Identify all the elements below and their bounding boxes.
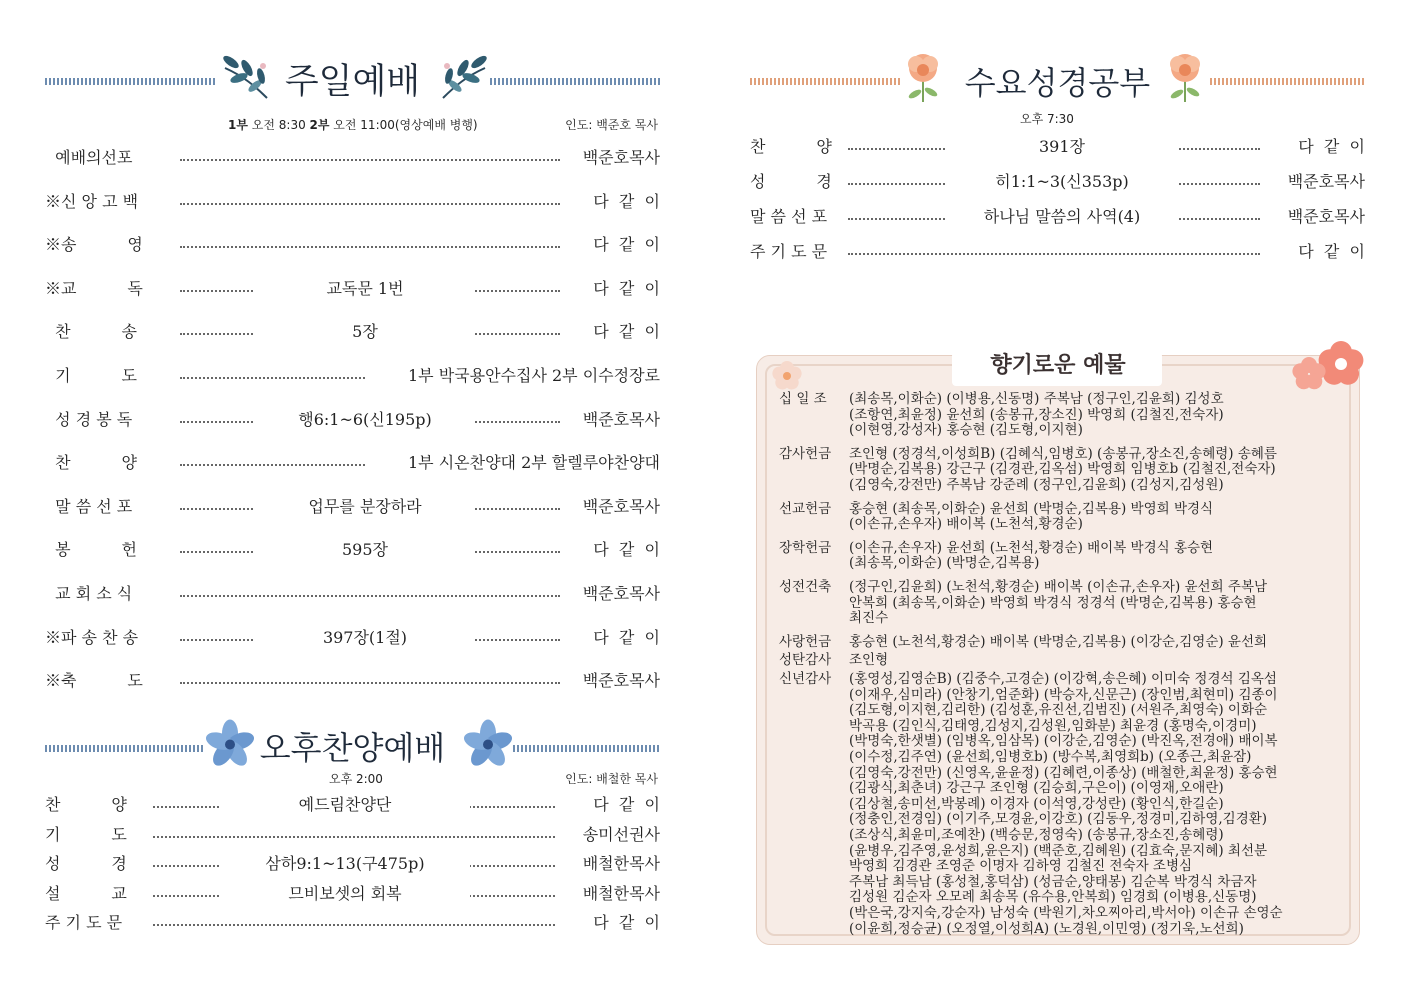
order-label: 기 도 <box>45 824 127 844</box>
offering-names: 홍승현 (노천석,황경순) 배이복 (박명순,김복용) (이강순,김영순) 윤선희 <box>849 633 1268 650</box>
sunday-title: 주일예배 <box>284 62 421 102</box>
order-detail: 행6:1~6(신195p) <box>255 408 475 432</box>
order-person: 다 같 이 <box>593 795 660 814</box>
order-row <box>45 190 660 214</box>
order-label: 예배의선포 <box>45 148 133 167</box>
order-label: 성 경 <box>750 172 832 191</box>
order-person: 송미선권사 <box>582 824 660 844</box>
dotted-leader <box>848 231 1260 255</box>
order-label: ※송 영 <box>45 235 143 255</box>
order-label: 말 씀 선 포 <box>45 496 133 516</box>
order-row <box>45 277 660 301</box>
order-person: 다 같 이 <box>593 322 660 342</box>
dotted-leader <box>180 355 365 379</box>
order-row <box>45 582 660 606</box>
order-person: 다 같 이 <box>593 278 660 298</box>
order-label: ※신 앙 고 백 <box>45 191 139 211</box>
afternoon-header <box>45 717 660 777</box>
order-person: 다 같 이 <box>593 540 660 560</box>
order-row <box>45 146 660 170</box>
wednesday-time: 오후 7:30 <box>1020 112 1074 126</box>
offering-names: 조인형 (정경석,이성희B) (김혜식,임병호) (송봉규,장소진,송혜령) 송혜름 (박명순,김복용) 강근구 (김경관,김옥섬) 박영희 임병호b (김철진,전숙자) (김영숙,강전만) 주복남 강준례 (정구인,김윤희) (김성지,김성원) <box>849 445 1277 493</box>
order-label: 교 회 소 식 <box>45 584 133 603</box>
order-person: 다 같 이 <box>593 627 660 647</box>
order-detail: 므비보셋의 회복 <box>220 882 470 906</box>
order-label: 성 경 <box>45 854 127 873</box>
order-label: ※파 송 찬 송 <box>45 627 139 647</box>
dotted-leader <box>180 442 365 466</box>
order-row <box>45 495 660 519</box>
afternoon-title: 오후찬양예배 <box>259 729 446 767</box>
order-person: 다 같 이 <box>1298 137 1365 156</box>
offering-category: 성탄감사 <box>779 652 832 669</box>
dotted-leader <box>180 660 560 684</box>
order-row <box>45 408 660 432</box>
order-row <box>45 911 660 935</box>
order-person: 백준호목사 <box>582 496 660 516</box>
order-detail: 397장(1절) <box>255 626 475 650</box>
dotted-leader <box>180 573 560 597</box>
order-person: 배철한목사 <box>582 883 660 903</box>
order-row <box>750 240 1365 264</box>
order-row <box>45 320 660 344</box>
order-person: 배철한목사 <box>582 854 660 873</box>
order-label: 찬 양 <box>750 137 832 156</box>
offering-title: 향기로운 예물 <box>990 353 1126 378</box>
order-row <box>45 451 660 475</box>
sunday-leader: 인도: 백준호 목사 <box>565 118 658 132</box>
order-label: 성 경 봉 독 <box>45 409 133 429</box>
order-detail: 히1:1~3(신353p) <box>947 170 1177 194</box>
sunday-header <box>45 50 660 110</box>
order-row <box>45 364 660 388</box>
order-label: 찬 양 <box>45 453 137 473</box>
order-detail: 5장 <box>255 320 475 344</box>
order-person: 1부 시온찬양대 2부 할렐루야찬양대 <box>407 453 660 473</box>
offering-category: 선교헌금 <box>779 500 832 517</box>
order-label: 기 도 <box>45 366 137 385</box>
order-label: 주 기 도 문 <box>750 242 828 261</box>
offering-names: 조인형 <box>849 652 889 669</box>
order-row <box>45 538 660 562</box>
afternoon-leader: 인도: 배철한 목사 <box>565 772 658 786</box>
order-label: 봉 헌 <box>45 540 137 560</box>
order-label: 찬 양 <box>45 795 127 814</box>
offering-category: 십 일 조 <box>779 391 827 407</box>
order-row <box>45 669 660 693</box>
order-person: 백준호목사 <box>582 148 660 167</box>
order-person: 백준호목사 <box>582 671 660 691</box>
order-row <box>750 135 1365 159</box>
pink-flower-icon <box>1287 338 1367 398</box>
offering-category: 감사헌금 <box>779 445 832 462</box>
order-label: ※교 독 <box>45 278 143 298</box>
offering-names: (최송목,이화순) (이병용,신동명) 주복남 (정구인,김윤희) 김성호 (조항연,최윤정) 윤선희 (송봉규,장소진) 박영희 (김철진,전숙자) (이현영,강성자) 홍승현 (김도형,이지현) <box>849 391 1224 439</box>
order-label: 말 씀 선 포 <box>750 207 828 226</box>
order-person: 백준호목사 <box>582 409 660 429</box>
offering-names: (홍영성,김영순B) (김중수,고경순) (이강혁,송은혜) 이미숙 정경석 김옥섬 (이재우,심미라) (안창기,엄준화) (박승자,신문근) (장인범,최현미) 김종이 (김도형,이지현,김리한) (김성훈,유진선,김범진) (서원주,최영숙) 이화순 박곡용 (김인식,김태영,김성지,김성원,임화분) 최윤경 (홍명숙,이경미) (박명숙,한샛별) (임병옥,임삼목) (이강순,김영순) (박진옥,전경애) 배이복 (이수정,김주연) (윤선희,임병호b) (방수복,최영희b) (오종근,최윤잠) (김영숙,강전만) (신영옥,윤윤정) (김혜련,이종상) (배철한,최윤정) 홍승현 (김광식,최춘녀) 강근구 조인형 (김승희,구은이) (이영재,오애란) (김상철,송미선,박봉례) 이경자 (이석영,강성란) (황인식,한길순) (정충인,전경임) (이기주,모경윤,이강호) (김동우,정경미,김하영,김경환) (조상식,최윤미,조예찬) (백승문,정영숙) (송봉규,장소진,송혜령) (윤병우,김주영,윤성희,윤은지) (백준호,김혜원) (김효숙,문지혜) 최선분 박영희 김경관 조영준 이명자 김하영 김철진 전숙자 조병심 주복남 최득남 (홍성철,홍덕삼) (성금순,양태봉) 김순복 박경식 차금자 김성원 김순자 오모례 최송목 (유수용,안복희) 임경희 (이병용,신동명) (박은국,강지숙,강순자) 남성숙 (박원기,차오찌아리,박서아) 이손규 손영순 (이윤희,정승균) (오정열,이성희A) (노경원,이민영) (정기욱,노선희) <box>849 671 1283 937</box>
offering-category: 장학헌금 <box>779 539 832 556</box>
order-person: 백준호목사 <box>1287 207 1365 226</box>
order-label: ※축 도 <box>45 671 143 691</box>
order-row <box>750 170 1365 194</box>
order-person: 1부 박국용안수집사 2부 이수정장로 <box>407 366 660 385</box>
order-detail: 업무를 분장하라 <box>255 495 475 519</box>
order-person: 백준호목사 <box>582 584 660 603</box>
order-detail: 교독문 1번 <box>255 277 475 301</box>
offering-category: 성전건축 <box>779 579 832 595</box>
dotted-leader <box>180 224 560 248</box>
offering-names: 홍승현 (최송목,이화순) 윤선희 (박명순,김복용) 박영희 박경식 (이손규,손우자) 배이복 (노천석,황경순) <box>849 500 1214 533</box>
offering-category: 신년감사 <box>779 671 832 687</box>
sunday-times: 1부 오전 8:30 2부 오전 11:00(영상예배 병행) <box>228 118 478 132</box>
order-row <box>45 626 660 650</box>
order-detail: 예드림찬양단 <box>220 793 470 817</box>
dotted-leader <box>180 137 560 161</box>
order-row <box>750 205 1365 229</box>
dotted-leader <box>153 902 555 926</box>
order-person: 백준호목사 <box>1287 172 1365 191</box>
order-detail: 595장 <box>255 538 475 562</box>
order-person: 다 같 이 <box>593 913 660 932</box>
order-label: 주 기 도 문 <box>45 913 123 932</box>
order-person: 다 같 이 <box>593 191 660 211</box>
order-person: 다 같 이 <box>593 235 660 255</box>
dotted-leader <box>180 181 560 205</box>
order-label: 찬 송 <box>45 322 137 342</box>
order-detail: 391장 <box>947 135 1177 159</box>
offering-box <box>756 355 1360 945</box>
offering-names: (이손규,손우자) 윤선희 (노천석,황경순) 배이복 박경식 홍승현 (최송목,이화순) (박명순,김복용) <box>849 539 1214 572</box>
order-row <box>45 233 660 257</box>
afternoon-time: 오후 2:00 <box>329 772 383 786</box>
pink-flower-icon <box>769 358 805 394</box>
wednesday-header <box>750 50 1365 110</box>
offering-names: (정구인,김윤희) (노천석,황경순) 배이복 (이손규,손우자) 윤선희 주복남 안복희 (최송목,이화순) 박영희 박경식 정경석 (박명순,김복용) 홍승현 최진수 <box>849 579 1268 627</box>
order-detail: 하나님 말씀의 사역(4) <box>947 205 1177 229</box>
order-person: 다 같 이 <box>1298 242 1365 261</box>
offering-category: 사랑헌금 <box>779 633 832 650</box>
dotted-leader <box>153 814 555 838</box>
order-detail: 삼하9:1~13(구475p) <box>220 852 470 876</box>
order-label: 설 교 <box>45 883 127 903</box>
wednesday-title: 수요성경공부 <box>964 64 1151 102</box>
